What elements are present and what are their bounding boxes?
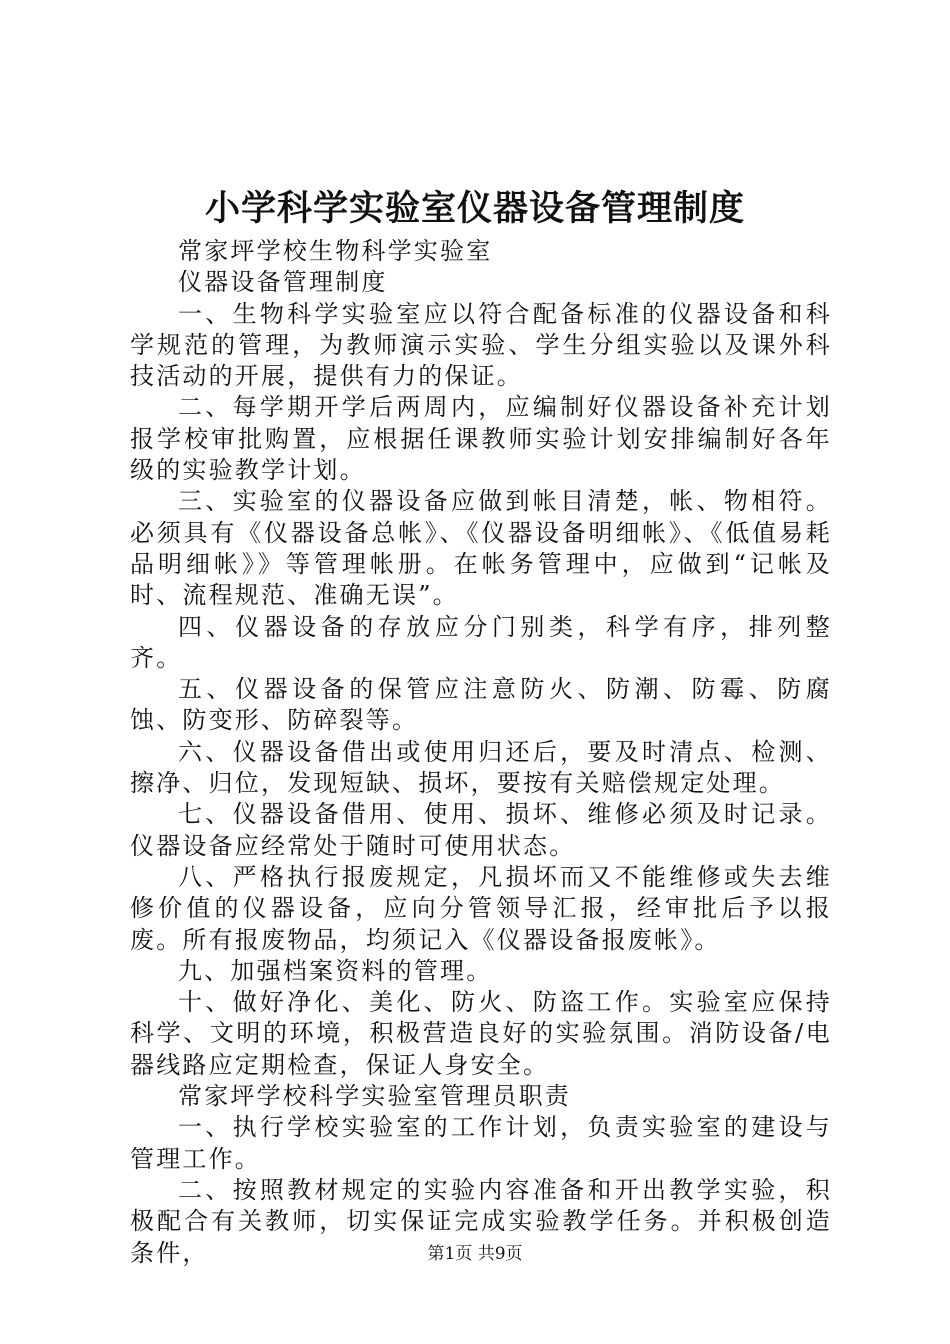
document-body (130, 236, 832, 1269)
paragraph-item-7: 七、仪器设备借用、使用、损坏、维修必须及时记录。仪器设备应经常处于随时可使用状态。 (130, 800, 832, 860)
paragraph-item-10: 十、做好净化、美化、防火、防盗工作。实验室应保持科学、文明的环境，积极营造良好的实验氛围。消防设备/电器线路应定期检查，保证人身安全。 (130, 988, 832, 1079)
paragraph-duty-2: 二、按照教材规定的实验内容准备和开出教学实验，积极配合有关教师，切实保证完成实验教学任务。并积极创造条件， (130, 1175, 832, 1267)
paragraph-item-1: 一、生物科学实验室应以符合配备标准的仪器设备和科学规范的管理，为教师演示实验、学生分组实验以及课外科技活动的开展，提供有力的保证。 (130, 299, 832, 391)
paragraph-school-lab-heading: 常家坪学校生物科学实验室 (178, 237, 493, 265)
paragraph-system-heading: 仪器设备管理制度 (178, 268, 388, 297)
paragraph-duty-1: 一、执行学校实验室的工作计划，负责实验室的建设与管理工作。 (130, 1113, 832, 1173)
page-number-footer: 第1页 共9页 (427, 1244, 523, 1264)
paragraph-item-8: 八、严格执行报废规定，凡损坏而又不能维修或失去维修价值的仪器设备，应向分管领导汇报，经审批后予以报废。所有报废物品，均须记入《仪器设备报废帐》。 (130, 862, 832, 954)
paragraph-item-6: 六、仪器设备借出或使用归还后，要及时清点、检测、擦净、归位，发现短缺、损坏，要按有关赔偿规定处理。 (130, 737, 832, 798)
document-title: 小学科学实验室仪器设备管理制度 (204, 188, 745, 229)
paragraph-item-3: 三、实验室的仪器设备应做到帐目清楚，帐、物相符。必须具有《仪器设备总帐》、《仪器设备明细帐》、《低值易耗品明细帐》》等管理帐册。在帐务管理中，应做到“记帐及时、流程规范、准确无误”。 (130, 487, 832, 610)
paragraph-item-4: 四、仪器设备的存放应分门别类，科学有序，排列整齐。 (130, 612, 832, 672)
paragraph-duties-heading: 常家坪学校科学实验室管理员职责 (178, 1082, 571, 1111)
paragraph-item-2: 二、每学期开学后两周内，应编制好仪器设备补充计划报学校审批购置，应根据任课教师实验计划安排编制好各年级的实验教学计划。 (130, 393, 832, 485)
paragraph-item-5: 五、仪器设备的保管应注意防火、防潮、防霉、防腐蚀、防变形、防碎裂等。 (130, 675, 832, 735)
paragraph-item-9: 九、加强档案资料的管理。 (178, 956, 493, 985)
